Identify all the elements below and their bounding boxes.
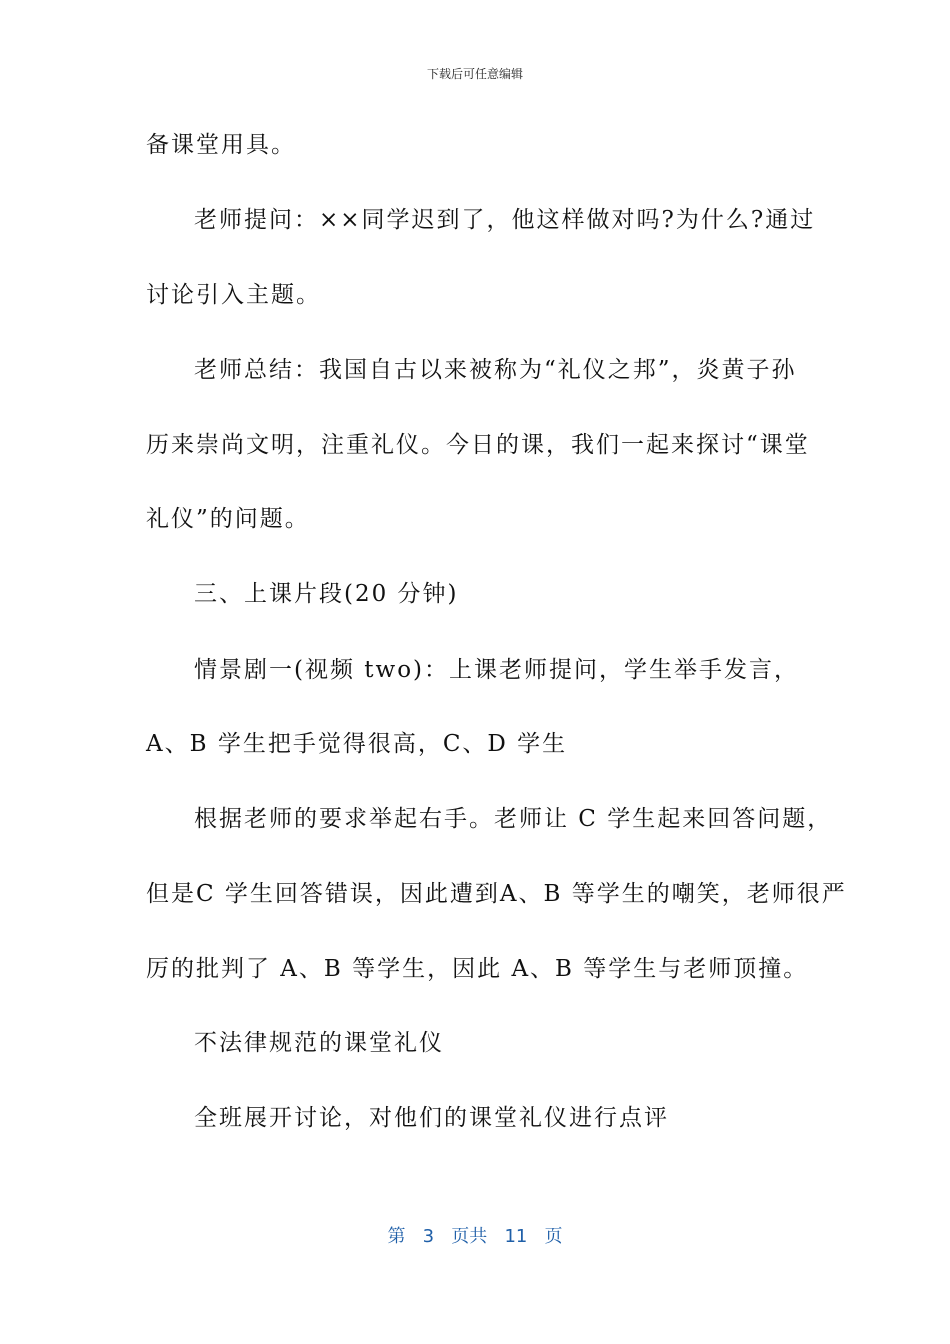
section-heading: 三、上课片段(20 分钟) — [194, 581, 459, 607]
text-line: 但是C 学生回答错误，因此遭到A、B 等学生的嘲笑，老师很严 — [146, 881, 847, 907]
total-pages-number: 11 — [504, 1226, 528, 1247]
text-line: 情景剧一(视频 two)：上课老师提问，学生举手发言， — [194, 657, 800, 683]
text-line: 厉的批判了 A、B 等学生，因此 A、B 等学生与老师顶撞。 — [146, 956, 809, 982]
footer-middle: 页共 — [451, 1226, 488, 1247]
text-line: 讨论引入主题。 — [146, 282, 321, 308]
current-page-number: 3 — [422, 1226, 435, 1247]
text-line: 老师总结：我国自古以来被称为“礼仪之邦”，炎黄子孙 — [194, 357, 797, 383]
text-line: 不法律规范的课堂礼仪 — [194, 1030, 444, 1056]
footer-suffix: 页 — [544, 1226, 563, 1247]
text-line: 老师提问：××同学迟到了，他这样做对吗?为什么?通过 — [194, 207, 816, 233]
footer-prefix: 第 — [387, 1226, 406, 1247]
text-line: 根据老师的要求举起右手。老师让 C 学生起来回答问题， — [194, 806, 833, 832]
text-line: 礼仪”的问题。 — [146, 506, 310, 532]
text-line: 全班展开讨论，对他们的课堂礼仪进行点评 — [194, 1105, 669, 1131]
page-footer — [0, 1224, 950, 1250]
page-header: 下载后可任意编辑 — [426, 67, 523, 81]
text-line: 备课堂用具。 — [146, 132, 296, 158]
text-line: A、B 学生把手觉得很高，C、D 学生 — [146, 731, 568, 757]
text-line: 历来崇尚文明，注重礼仪。今日的课，我们一起来探讨“课堂 — [146, 432, 810, 458]
